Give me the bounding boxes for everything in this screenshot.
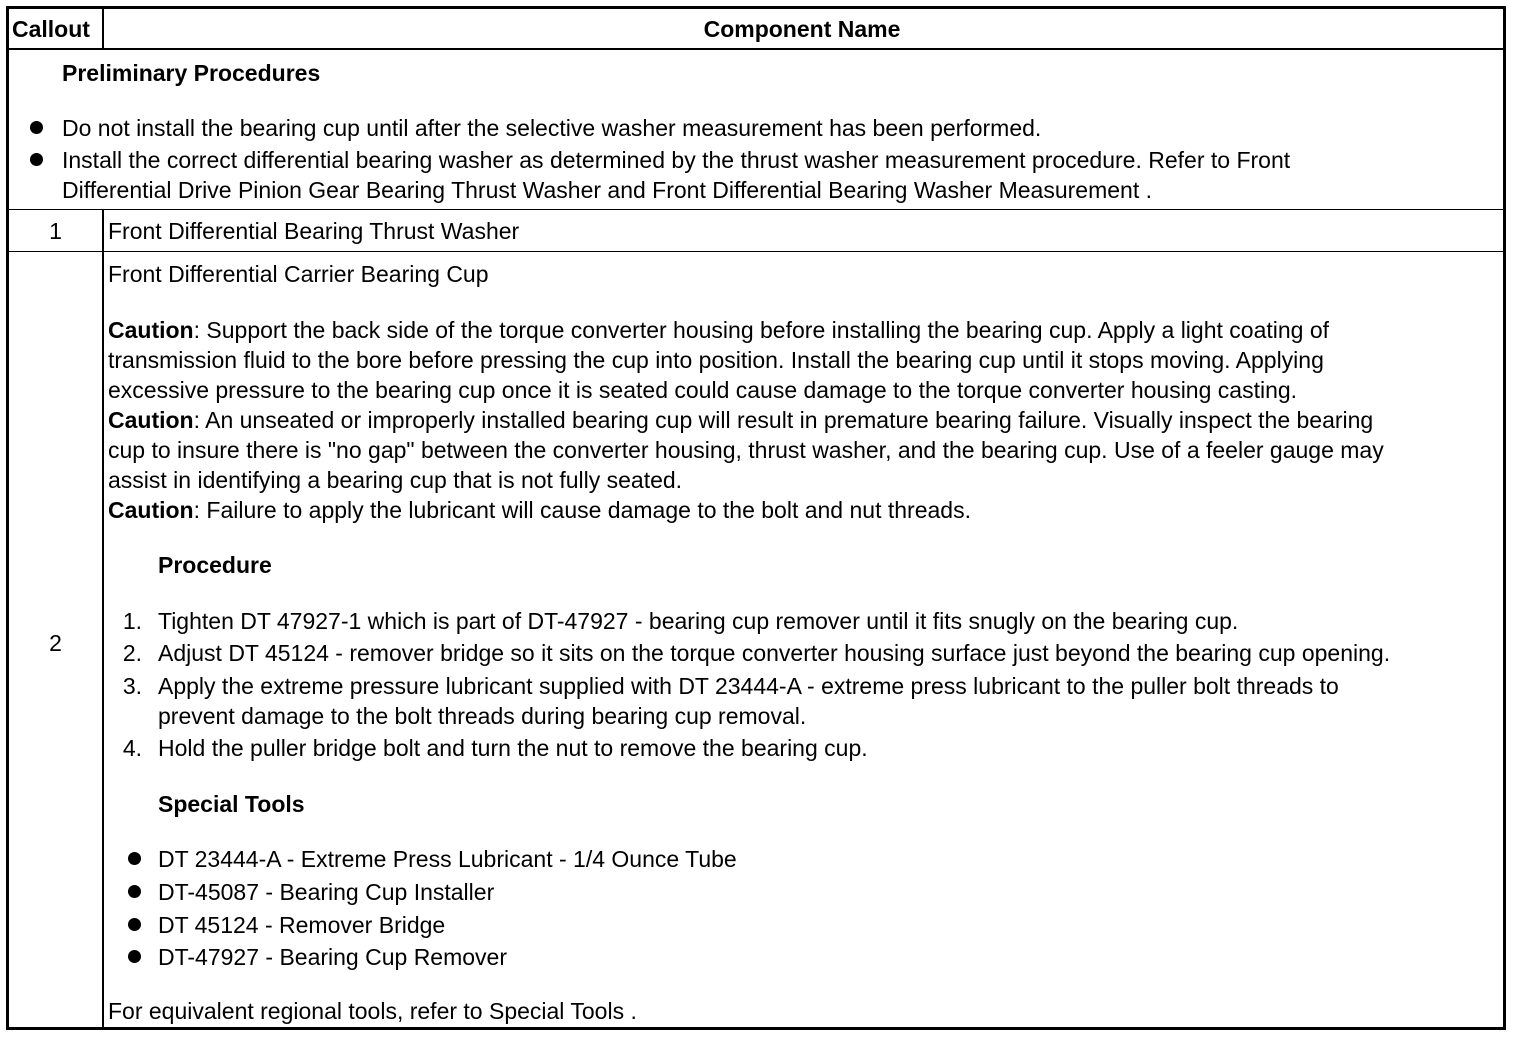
caution-label: Caution [108,317,194,343]
step-number: 3. [122,673,142,699]
procedure-title: Procedure [158,552,272,578]
special-tool-item: DT-45087 - Bearing Cup Installer [158,879,495,905]
header-divider [9,48,1503,50]
caution-2-line-2: cup to insure there is "no gap" between the converter housing, thrust washer, and the bearing cup. Use of a feeler gauge may [108,437,1384,463]
preliminary-bullet-2: Install the correct differential bearing washer as determined by the thrust washer measurement procedure. Refer to Front [62,147,1291,173]
procedure-step-2: Adjust DT 45124 - remover bridge so it sits on the torque converter housing surface just beyond the bearing cup opening. [158,640,1391,666]
bullet-icon [30,121,43,134]
bullet-icon [128,885,141,898]
callout-2: 2 [49,630,62,656]
step-number: 4. [122,735,142,761]
callout-1: 1 [49,218,62,244]
bullet-icon [30,153,43,166]
caution-label: Caution [108,497,194,523]
special-tool-item: DT 45124 - Remover Bridge [158,912,446,938]
preliminary-bullet-2-cont: Differential Drive Pinion Gear Bearing Thrust Washer and Front Differential Bearing Washer Measurement . [62,177,1153,203]
caution-1-line-1: Caution: Support the back side of the torque converter housing before installing the bearing cup. Apply a light coating of [108,317,1330,343]
special-tools-reference: For equivalent regional tools, refer to Special Tools . [108,998,637,1024]
caution-1-line-3: excessive pressure to the bearing cup once it is seated could cause damage to the torque converter housing casting. [108,377,1298,403]
component-table [6,6,1506,1030]
bullet-icon [128,918,141,931]
caution-2-line-3: assist in identifying a bearing cup that is not fully seated. [108,467,683,493]
step-number: 1. [122,608,142,634]
procedure-step-4: Hold the puller bridge bolt and turn the nut to remove the bearing cup. [158,735,868,761]
procedure-step-3: Apply the extreme pressure lubricant supplied with DT 23444-A - extreme press lubricant to the puller bolt threads to [158,673,1339,699]
caution-3-line-1: Caution: Failure to apply the lubricant will cause damage to the bolt and nut threads. [108,497,971,523]
caution-label: Caution [108,407,194,433]
step-number: 2. [122,640,142,666]
header-component-name: Component Name [703,16,901,42]
caution-1-line-2: transmission fluid to the bore before pressing the cup into position. Install the bearing cup until it stops moving. Applying [108,347,1324,373]
column-divider [102,209,104,1027]
preliminary-bullet-1: Do not install the bearing cup until after the selective washer measurement has been performed. [62,115,1042,141]
row-divider-2 [9,251,1503,252]
procedure-step-3-cont: prevent damage to the bolt threads during bearing cup removal. [158,703,807,729]
header-callout: Callout [12,16,90,42]
special-tool-item: DT-47927 - Bearing Cup Remover [158,944,507,970]
component-name-2: Front Differential Carrier Bearing Cup [108,261,489,287]
special-tools-title: Special Tools [158,791,305,817]
component-name-1: Front Differential Bearing Thrust Washer [108,218,520,244]
bullet-icon [128,852,141,865]
bullet-icon [128,950,141,963]
row-divider-1 [9,209,1503,210]
special-tool-item: DT 23444-A - Extreme Press Lubricant - 1/4 Ounce Tube [158,846,737,872]
caution-2-line-1: Caution: An unseated or improperly installed bearing cup will result in premature bearing failure. Visually inspect the bearing [108,407,1374,433]
procedure-step-1: Tighten DT 47927-1 which is part of DT-47927 - bearing cup remover until it fits snugly on the bearing cup. [158,608,1239,634]
preliminary-title: Preliminary Procedures [62,60,321,86]
